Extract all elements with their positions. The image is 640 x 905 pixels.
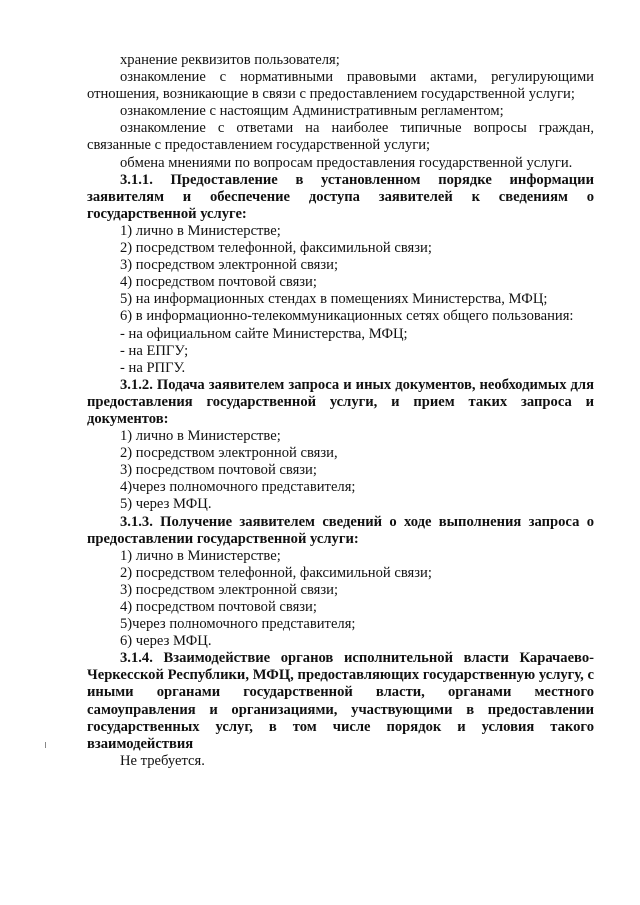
paragraph: 3) посредством электронной связи; — [120, 581, 339, 598]
section-heading: 3.1.1. Предоставление в установленном порядке информации заявителям и обеспечение доступа заявителей к сведениям о государственной услуге: — [87, 171, 594, 222]
paragraph: 3) посредством почтовой связи; — [120, 462, 317, 479]
scan-artifact — [45, 742, 46, 748]
paragraph: - на РПГУ. — [120, 359, 186, 376]
paragraph: 5) через МФЦ. — [120, 496, 212, 513]
paragraph: - на официальном сайте Министерства, МФЦ; — [120, 325, 408, 342]
section-heading: 3.1.4. Взаимодействие органов исполнительной власти Карачаево-Черкесской Республики, МФЦ, предоставляющих государственную услугу, с иными органами государственной власти, органами местного самоуправления и организациями, участвующими в предоставлении государственных услуг, в том числе порядок и условия такого взаимодействия — [87, 650, 594, 752]
paragraph: 4) посредством почтовой связи; — [120, 599, 317, 615]
paragraph: 1) лично в Министерстве; — [120, 428, 281, 445]
document-body — [87, 52, 594, 770]
paragraph: 6) в информационно-телекоммуникационных сетях общего пользования: — [120, 308, 574, 325]
paragraph: 6) через МФЦ. — [120, 633, 212, 650]
paragraph: Не требуется. — [120, 752, 205, 769]
paragraph: 5) на информационных стендах в помещениях Министерства, МФЦ; — [120, 291, 548, 308]
paragraph: 1) лично в Министерстве; — [120, 547, 281, 564]
paragraph: 2) посредством электронной связи, — [120, 445, 338, 462]
paragraph: хранение реквизитов пользователя; — [120, 52, 340, 68]
paragraph: ознакомление с нормативными правовыми актами, регулирующими отношения, возникающие в связи с предоставлением государственной услуги; — [87, 69, 594, 103]
section-heading: 3.1.3. Получение заявителем сведений о ходе выполнения запроса о предоставлении государственной услуги: — [87, 513, 594, 547]
paragraph: 5)через полномочного представителя; — [120, 616, 356, 633]
paragraph: 1) лично в Министерстве; — [120, 222, 281, 239]
paragraph: 2) посредством телефонной, факсимильной связи; — [120, 564, 432, 581]
paragraph: ознакомление с ответами на наиболее типичные вопросы граждан, связанные с предоставлением государственной услуги; — [87, 120, 594, 154]
paragraph: - на ЕПГУ; — [120, 342, 189, 359]
paragraph: 4) посредством почтовой связи; — [120, 274, 317, 291]
paragraph: 4)через полномочного представителя; — [120, 479, 356, 496]
paragraph: обмена мнениями по вопросам предоставления государственной услуги. — [120, 154, 573, 171]
paragraph: 2) посредством телефонной, факсимильной связи; — [120, 240, 432, 257]
paragraph: ознакомление с настоящим Административным регламентом; — [120, 103, 504, 120]
paragraph: 3) посредством электронной связи; — [120, 257, 339, 274]
section-heading: 3.1.2. Подача заявителем запроса и иных документов, необходимых для предоставления государственной услуги, и прием таких запроса и документов: — [87, 376, 594, 427]
